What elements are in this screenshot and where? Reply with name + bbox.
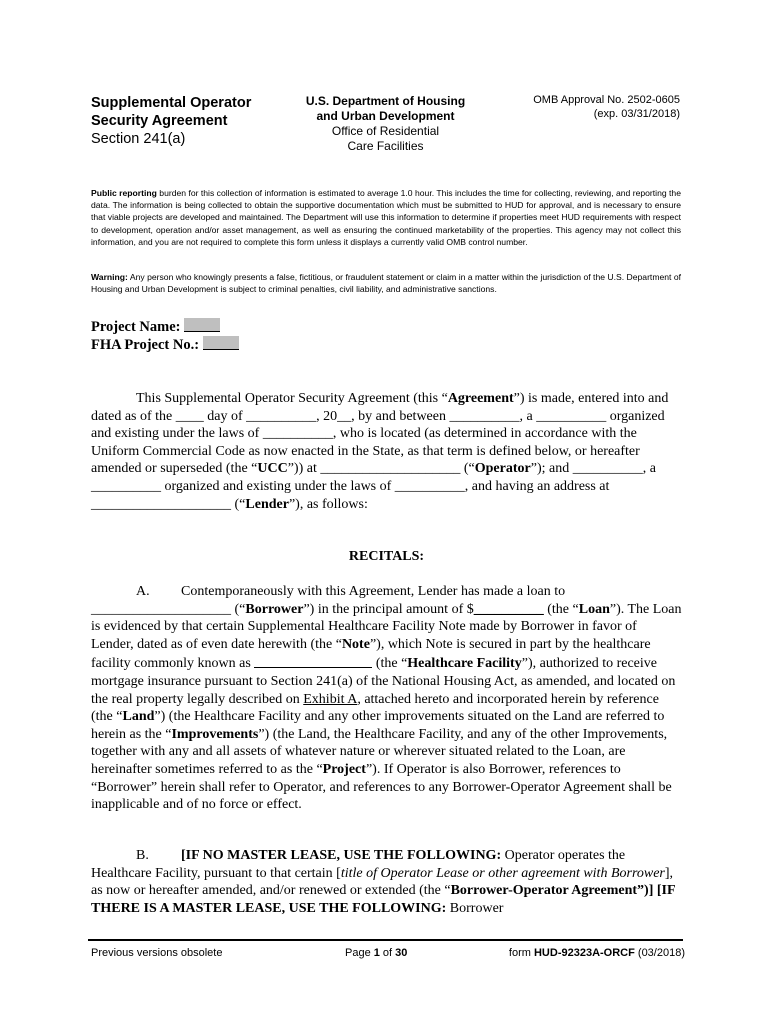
loan-amount-blank: __________ — [473, 601, 544, 617]
recital-text: Borrower — [446, 900, 504, 916]
public-reporting-text: burden for this collection of information is estimated to average 1.0 hour. This includes the time for collecting, reviewing, and reporting the data. The information is being collected to obtain the supportive documentation which must be submitted to HUD for approval, and is necessary to ensure that viable projects are developed and maintained. The Department will use this information to determine if properties meet HUD requirements with respect to development, operation and/or asset management, as well as ensuring the continued marketability of the properties. This agency may not collect this information, and you are not required to complete this form unless it displays a currently valid OMB control number. — [91, 188, 681, 247]
warning-notice — [91, 271, 681, 295]
office-line1: Office of Residential — [331, 124, 440, 138]
facility-name-blank — [254, 653, 372, 668]
recital-text: Contemporaneously with this Agreement, Lender has made a loan to ____________________ (“ — [91, 584, 566, 617]
footer-form-id — [486, 946, 685, 960]
public-reporting-label: Public reporting — [91, 188, 157, 198]
recital-text: (the “ — [372, 656, 408, 672]
defined-term-borrower-operator-agreement: Borrower-Operator Agreement — [450, 883, 638, 899]
fha-project-label: FHA Project No.: — [91, 337, 200, 353]
form-title-line2: Security Agreement — [91, 113, 228, 129]
recital-b-letter: B. — [136, 848, 149, 863]
defined-term-agreement: Agreement — [447, 391, 514, 406]
project-name-label: Project Name: — [91, 319, 181, 335]
recital-a — [91, 583, 682, 814]
recital-text: ”). The Loan is evidenced by that certain Supplemental Healthcare Facility Note made by Borrower in favor of Lender, dated as of even date herewith (the “ — [91, 601, 682, 652]
recital-text: ”) in the principal amount of $ — [303, 601, 474, 617]
recital-text: ”)] — [637, 883, 657, 899]
footer-obsolete-note: Previous versions obsolete — [91, 947, 223, 959]
omb-expiration: (exp. 03/31/2018) — [593, 108, 680, 120]
intro-text: ”), as follows: — [288, 496, 368, 512]
public-reporting-notice — [91, 187, 681, 248]
omb-approval-number: OMB Approval No. 2502-0605 — [533, 94, 680, 106]
recital-text: ], as now or hereafter amended, and/or renewed or extended (the “ — [91, 865, 674, 899]
recital-text: ”). If Operator is also Borrower, references to “Borrower” herein shall refer to Operator, and references to any Borrower-Operator Agreement shall be inapplicable and of no force or effect. — [91, 761, 672, 813]
intro-paragraph — [91, 390, 682, 513]
recital-text: ”) (the Land, the Healthcare Facility, and any of the other Improvements, together with any and all assets of whatever nature or wherever situated related to the Loan, are hereinafter sometimes referred to as the “ — [91, 726, 668, 777]
form-date: (03/2018) — [634, 947, 685, 959]
defined-term-project: Project — [322, 761, 366, 777]
footer-divider — [88, 939, 683, 941]
page-total: 30 — [395, 947, 408, 959]
form-title — [91, 94, 281, 148]
page-current: 1 — [373, 947, 380, 959]
intro-text: ”) is made, entered into and dated as of the ____ day of __________, 20__, by and between __________, a __________ organized and existing under the laws of __________, who is located (as determined in accordance with the Uniform Commercial Code as now enacted in the State, as that term is defined below, or hereafter amended or superseded (the “ — [91, 391, 669, 477]
intro-text: This Supplemental Operator Security Agreement (this “ — [136, 391, 448, 406]
recital-a-letter: A. — [136, 584, 150, 599]
defined-term-improvements: Improvements — [171, 726, 259, 742]
exhibit-a-reference: Exhibit A — [303, 691, 358, 707]
recital-text: ”), authorized to receive mortgage insurance pursuant to Section 241(a) of the National Housing Act, as amended, and located on the real property legally described on — [91, 656, 676, 707]
department-block — [293, 94, 478, 154]
fha-project-row — [91, 336, 239, 354]
project-name-row — [91, 318, 239, 336]
form-title-line1: Supplemental Operator — [91, 95, 252, 111]
warning-label: Warning: — [91, 272, 128, 282]
office-line2: Care Facilities — [347, 139, 424, 153]
page-prefix: Page — [345, 947, 374, 959]
defined-term-loan: Loan — [578, 601, 610, 617]
fha-project-field[interactable] — [203, 336, 239, 350]
project-name-field[interactable] — [184, 318, 220, 332]
form-prefix: form — [508, 947, 534, 959]
recital-text: , attached hereto and incorporated herein by reference (the “ — [91, 691, 659, 725]
recital-text: ”), which Note is secured in part by the healthcare facility commonly known as — [91, 636, 651, 672]
recital-b — [91, 847, 682, 917]
department-line2: and Urban Development — [316, 109, 455, 123]
placeholder-operator-lease-title: title of Operator Lease or other agreement with Borrower — [340, 865, 665, 881]
recital-text: ”) (the Healthcare Facility and any other improvements situated on the Land are referred to herein as the “ — [91, 709, 665, 742]
defined-term-note: Note — [341, 636, 370, 652]
instruction-master-lease: [IF THERE IS A MASTER LEASE, USE THE FOLLOWING: — [91, 883, 676, 916]
form-section: Section 241(a) — [91, 131, 186, 147]
defined-term-operator: Operator — [474, 461, 531, 477]
project-fields — [91, 318, 239, 354]
defined-term-ucc: UCC — [257, 461, 288, 477]
intro-text: ”)) at ____________________ (“ — [287, 461, 475, 477]
intro-text: ”); and __________, a __________ organized and existing under the laws of __________, and having an address at ____________________ (“ — [91, 461, 656, 512]
defined-term-land: Land — [122, 709, 155, 725]
defined-term-borrower: Borrower — [245, 601, 304, 617]
omb-block — [500, 93, 680, 121]
recital-text: (the “ — [543, 601, 579, 617]
recitals-heading: RECITALS: — [348, 549, 425, 564]
department-line1: U.S. Department of Housing — [305, 94, 466, 108]
recital-text: Operator operates the Healthcare Facility, pursuant to that certain [ — [91, 848, 626, 881]
instruction-no-master-lease: [IF NO MASTER LEASE, USE THE FOLLOWING: — [181, 848, 502, 863]
defined-term-lender: Lender — [245, 496, 289, 512]
warning-text: Any person who knowingly presents a false, fictitious, or fraudulent statement or claim in a matter within the jurisdiction of the U.S. Department of Housing and Urban Development is subject to criminal penalties, civil liability, and administrative sanctions. — [91, 272, 681, 295]
form-number: HUD-92323A-ORCF — [533, 947, 635, 959]
page-of: of — [379, 947, 396, 959]
defined-term-healthcare-facility: Healthcare Facility — [407, 656, 522, 672]
footer-page-number — [345, 946, 407, 960]
